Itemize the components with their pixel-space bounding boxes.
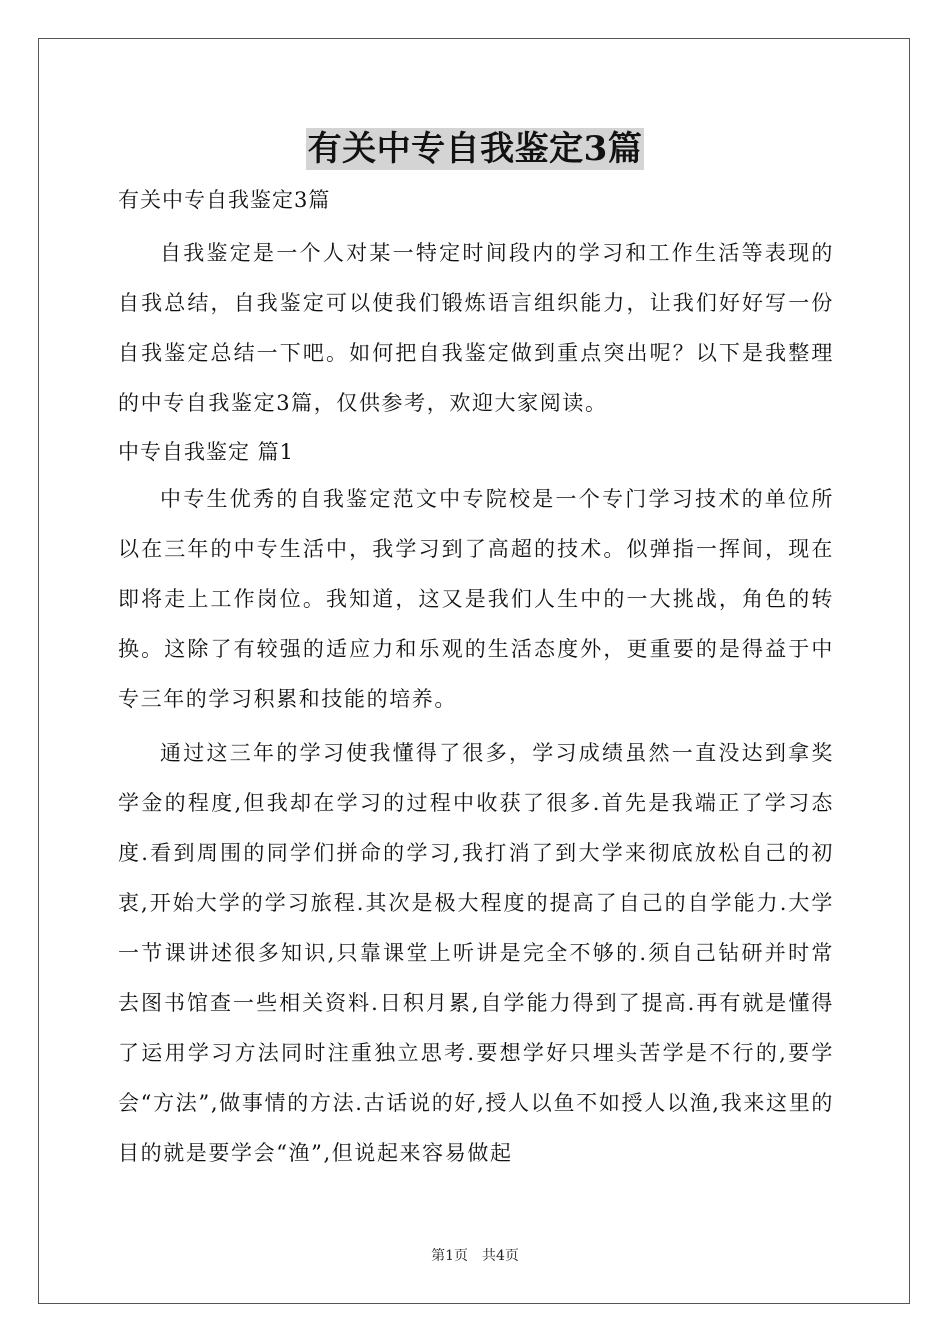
document-body [118,178,834,1178]
page-footer: 第1页 共4页 [431,1248,519,1264]
document-subtitle: 有关中专自我鉴定3篇 [118,188,331,212]
section-heading: 中专自我鉴定 篇1 [118,440,295,464]
document-title: 有关中专自我鉴定3篇 [307,129,643,169]
intro-paragraph: 自我鉴定是一个人对某一特定时间段内的学习和工作生活等表现的自我总结，自我鉴定可以使我们锻炼语言组织能力，让我们好好写一份自我鉴定总结一下吧。如何把自我鉴定做到重点突出呢？以下是我整理的中专自我鉴定3篇，仅供参考，欢迎大家阅读。 [118,241,834,415]
body-paragraph-2: 通过这三年的学习使我懂得了很多，学习成绩虽然一直没达到拿奖学金的程度,但我却在学习的过程中收获了很多.首先是我端正了学习态度.看到周围的同学们拼命的学习,我打消了到大学来彻底放松自己的初衷,开始大学的学习旅程.其次是极大程度的提高了自己的自学能力.大学一节课讲述很多知识,只靠课堂上听讲是完全不够的.须自己钻研并时常去图书馆查一些相关资料.日积月累,自学能力得到了提高.再有就是懂得了运用学习方法同时注重独立思考.要想学好只埋头苦学是不行的,要学会“方法”,做事情的方法.古话说的好,授人以鱼不如授人以渔,我来这里的目的就是要学会“渔”,但说起来容易做起 [118,741,834,1165]
body-paragraph-1: 中专生优秀的自我鉴定范文中专院校是一个专门学习技术的单位所以在三年的中专生活中，我学习到了高超的技术。似弹指一挥间，现在即将走上工作岗位。我知道，这又是我们人生中的一大挑战，角色的转换。这除了有较强的适应力和乐观的生活态度外，更重要的是得益于中专三年的学习积累和技能的培养。 [118,487,834,711]
title-wrap [0,128,950,170]
